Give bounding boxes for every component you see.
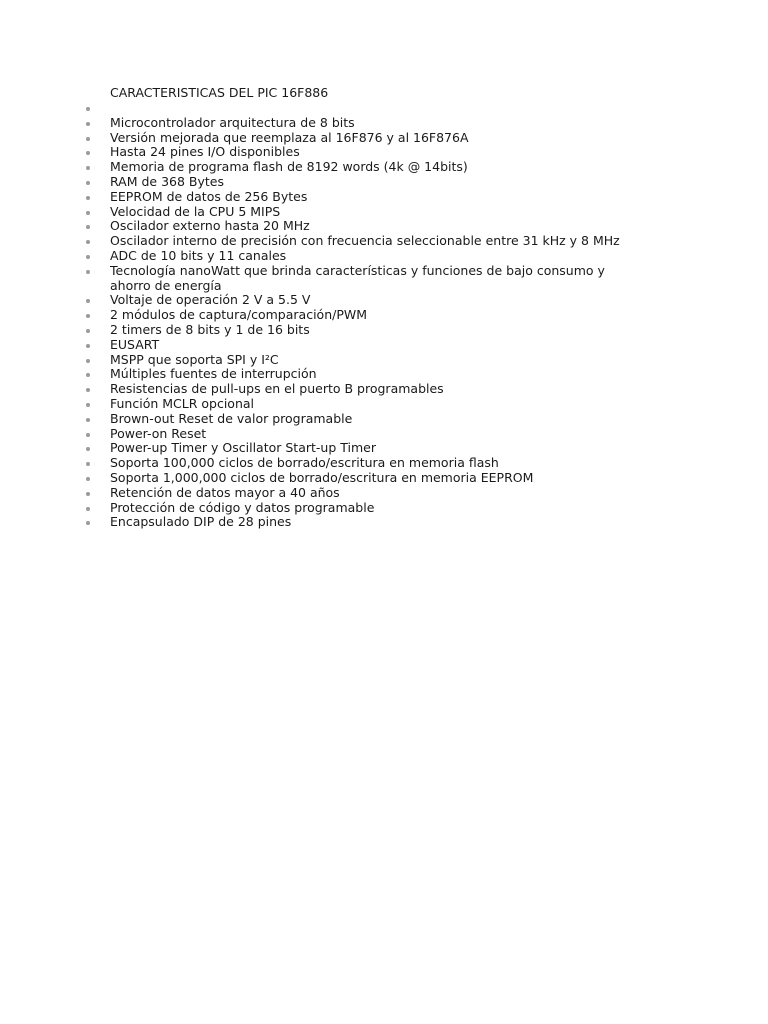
list-item [84, 160, 644, 175]
list-item [84, 382, 644, 397]
bullet-icon [86, 137, 90, 141]
bullet-icon [86, 255, 90, 259]
list-item-text: Función MCLR opcional [110, 395, 255, 411]
list-item [84, 471, 644, 486]
bullet-icon [86, 344, 90, 348]
list-item [84, 501, 644, 516]
list-item [84, 397, 644, 412]
list-item-text: Tecnología nanoWatt que brinda características y funciones de bajo consumo y ahorro de energía [110, 262, 605, 293]
bullet-icon [86, 299, 90, 303]
list-item-text: Soporta 1,000,000 ciclos de borrado/escritura en memoria EEPROM [110, 469, 534, 485]
list-item [84, 234, 644, 249]
list-item [84, 249, 644, 264]
list-item [84, 486, 644, 501]
bullet-icon [86, 314, 90, 318]
list-item-text: EEPROM de datos de 256 Bytes [110, 188, 308, 204]
bullet-icon [86, 462, 90, 466]
bullet-icon [86, 388, 90, 392]
list-item-text: Voltaje de operación 2 V a 5.5 V [110, 292, 311, 308]
bullet-icon [86, 359, 90, 363]
bullet-icon [86, 418, 90, 422]
bullet-icon [86, 477, 90, 481]
list-item-text: Oscilador interno de precisión con frecuencia seleccionable entre 31 kHz y 8 MHz [110, 233, 620, 249]
list-item-text: Oscilador externo hasta 20 MHz [110, 218, 310, 234]
bullet-icon [86, 433, 90, 437]
bullet-icon [86, 447, 90, 451]
bullet-icon [86, 107, 90, 111]
list-item-text: Microcontrolador arquitectura de 8 bits [110, 114, 355, 130]
list-item-text: Encapsulado DIP de 28 pines [110, 514, 292, 530]
list-item [84, 456, 644, 471]
list-item-text: Retención de datos mayor a 40 años [110, 484, 340, 500]
bullet-icon [86, 492, 90, 496]
list-item [84, 323, 644, 338]
list-item [84, 190, 644, 205]
list-item [84, 101, 644, 116]
bullet-icon [86, 166, 90, 170]
bullet-icon [86, 196, 90, 200]
bullet-icon [86, 211, 90, 215]
bullet-icon [86, 151, 90, 155]
list-item-text: 2 módulos de captura/comparación/PWM [110, 307, 368, 323]
list-item-text: 2 timers de 8 bits y 1 de 16 bits [110, 321, 310, 337]
list-item-text: Soporta 100,000 ciclos de borrado/escritura en memoria flash [110, 455, 499, 471]
list-item-text: Velocidad de la CPU 5 MIPS [110, 203, 281, 219]
list-item-text: ADC de 10 bits y 11 canales [110, 247, 287, 263]
document-title: CARACTERISTICAS DEL PIC 16F886 [110, 85, 329, 100]
list-item [84, 427, 644, 442]
bullet-icon [86, 181, 90, 185]
bullet-icon [86, 521, 90, 525]
list-item-text: RAM de 368 Bytes [110, 173, 224, 189]
list-item [84, 308, 644, 323]
feature-list [84, 101, 644, 530]
list-item-text: MSPP que soporta SPI y I²C [110, 351, 279, 367]
list-item [84, 412, 644, 427]
bullet-icon [86, 225, 90, 229]
list-item-text: Resistencias de pull-ups en el puerto B programables [110, 381, 444, 397]
list-item [84, 353, 644, 368]
list-item-text: Brown-out Reset de valor programable [110, 410, 353, 426]
list-item-text: Power-up Timer y Oscillator Start-up Timer [110, 440, 376, 456]
list-item [84, 338, 644, 353]
list-item [84, 264, 644, 294]
bullet-icon [86, 240, 90, 244]
bullet-icon [86, 122, 90, 126]
bullet-icon [86, 270, 90, 274]
bullet-icon [86, 329, 90, 333]
list-item [84, 515, 644, 530]
list-item [84, 293, 644, 308]
list-item-text: Protección de código y datos programable [110, 499, 375, 515]
list-item [84, 116, 644, 131]
list-item-text: Memoria de programa flash de 8192 words (4k @ 14bits) [110, 159, 468, 175]
list-item [84, 175, 644, 190]
list-item [84, 145, 644, 160]
list-item-text: Power-on Reset [110, 425, 207, 441]
bullet-icon [86, 403, 90, 407]
bullet-icon [86, 373, 90, 377]
list-item [84, 441, 644, 456]
list-item-text: EUSART [110, 336, 160, 352]
list-item-text: Hasta 24 pines I/O disponibles [110, 144, 300, 160]
list-item [84, 131, 644, 146]
list-item-text: Múltiples fuentes de interrupción [110, 366, 317, 382]
list-item [84, 219, 644, 234]
list-item [84, 205, 644, 220]
list-item-text: Versión mejorada que reemplaza al 16F876 y al 16F876A [110, 129, 469, 145]
list-item [84, 367, 644, 382]
bullet-icon [86, 507, 90, 511]
